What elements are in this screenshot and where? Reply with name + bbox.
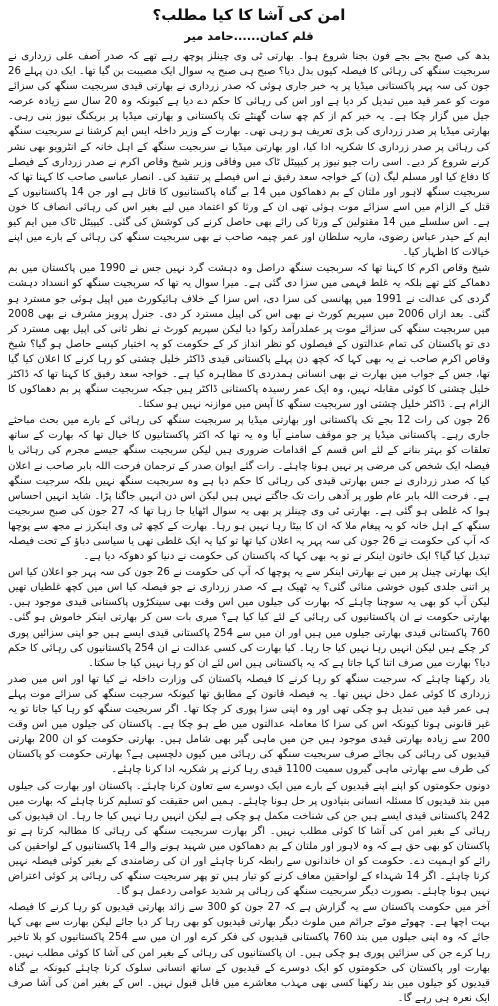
article-paragraph: دونوں حکومتوں کو اپنے اپنے قیدیوں کے بارے میں ایک دوسرے سے تعاون کرنا چاہئے۔ پاکستان اور بھارت کی جیلوں میں بند قیدیوں کا مسئلہ انسانی بنیادوں پر حل ہونا چاہئے۔ ہمیں اس حقیقت کو تسلیم کرنا چاہئے کہ بھارت میں 242 پاکستانی قیدی ایسے ہیں جن کی شناخت مکمل ہو چکی ہے لیکن انہیں رہا نہیں کیا جا رہا۔ ان قیدیوں کی رہائی کے بغیر امن کی آشا کا کوئی مطلب نہیں۔ اگر بھارت سربجیت سنگھ کی رہائی کا مطالبہ کرتا ہے تو پاکستان کو بھی حق ہے کہ وہ لاہور اور ملتان کے بم دھماکوں میں شہید ہونے والے 14 پاکستانیوں کے لواحقین کی رائے کو اہمیت دے۔ حکومت کو ان خاندانوں سے رابطہ کرنا چاہئے اور ان کی رضامندی کے بغیر کوئی فیصلہ نہیں کرنا چاہئے۔ اگر 14 شہداء کے لواحقین معاف کرنے کو تیار ہیں تو پھر سربجیت سنگھ کی رہائی پر کوئی اعتراض نہیں ہونا چاہئے۔ بصورت دیگر سربجیت سنگھ کی رہائی پر شدید عوامی ردعمل ہو گا۔ [8, 780, 491, 898]
article-paragraph: شیخ وقاص اکرم کا کہنا تھا کہ سربجیت سنگھ دراصل وہ دہشت گرد نہیں جس نے 1990 میں پاکستان میں بم دھماکے کئے تھے بلکہ یہ غلط فہمی میں سزا دی گئی ہے۔ میرا سوال یہ تھا کہ سربجیت سنگھ کو انسداد دہشت گردی کی عدالت نے 1991 میں پھانسی کی سزا دی، اس سزا کے خلاف ہائیکورٹ میں اپیل ہوئی جو مسترد ہو گئی۔ بعد ازاں 2006 میں سپریم کورٹ نے بھی اس کی اپیل مسترد کر دی۔ جنرل پرویز مشرف نے بھی 2008 میں سربجیت سنگھ کی سزائے موت پر عملدرآمد رکوا دیا لیکن سپریم کورٹ نے نظر ثانی کی اپیل بھی مسترد کر دی تو پاکستان کی تمام عدالتوں کے فیصلوں کو نظر انداز کر کے حکومت کو یہ اختیار کیسے حاصل ہو گیا؟ شیخ وقاص اکرم صاحب نے یہ بھی کہا کہ کچھ دن پہلے پاکستانی قیدی ڈاکٹر خلیل چشتی کو رہا کرنے کا اعلان کیا گیا تھا، جس کے جواب میں بھارت نے بھی انسانی ہمدردی کا مظاہرہ کیا ہے۔ خواجہ سعد رفیق کا کہنا تھا کہ ڈاکٹر خلیل چشتی کا کوئی مقابلہ نہیں، وہ ایک عمر رسیدہ پاکستانی ڈاکٹر ہیں جبکہ سربجیت سنگھ پر بم دھماکوں کا الزام ہے۔ ڈاکٹر خلیل چشتی اور سربجیت سنگھ کا آپس میں موازنہ نہیں ہو سکتا۔ [8, 263, 490, 411]
article-paragraph: ایک بھارتی چینل پر میں نے بھارتی اینکر سے یہ پوچھا کہ آپ کی حکومت نے 26 جون کی سہ پہر جو اعلان کیا اس پر اتنی جلدی کیوں خوشی منائی گئی؟ یہ ٹھیک ہے کہ صدر زرداری نے جو فیصلہ کیا اس میں کچھ غلطیاں تھیں لیکن آپ کو بھی یہ سوچنا چاہئے کہ بھارت کی جیلوں میں اس وقت بھی سینکڑوں پاکستانی قیدی موجود ہیں۔ بھارتی حکومت نے ان پاکستانیوں کی رہائی کے لئے کیا کیا ہے؟ میری بات سن کر بھارتی اینکر خاموش ہو گئی۔ 760 پاکستانی قیدی بھارتی جیلوں میں ہیں اور ان میں سے 254 پاکستانی قیدی ایسے ہیں جو اپنی سزائیں پوری کر چکے ہیں لیکن انہیں رہا نہیں کیا جا رہا۔ کیا بھارت کی کسی عدالت نے ان 254 پاکستانیوں کی رہائی کا حکم دیا؟ بھارت میں صرف اتنا کہا جاتا ہے کہ یہ پاکستانی ہیں اس لئے ان کو رہا نہیں کیا جا سکتا۔ [8, 567, 491, 669]
article-paragraph: آخر میں حکومت پاکستان سے یہ گزارش ہے کہ 27 جون کو 300 سے زائد بھارتی قیدیوں کو رہا کرنے کا فیصلہ بہت اچھا ہے۔ چھوٹے موٹے جرائم میں ملوث دیگر بھارتی قیدیوں کو بھی رہا کر دیا جائے لیکن بھارت سے بھی کہا جائے کہ وہ اپنی جیلوں میں بند 760 پاکستانی قیدیوں کی فکر کرے اور ان میں سے 254 پاکستانیوں کو بلا تاخیر رہا کرے جن کی سزائیں پوری ہو چکی ہیں۔ ان پاکستانیوں کی رہائی کے بغیر امن کی آشا کا کوئی مطلب نہیں۔ بھارت اور پاکستان کی حکومتوں کو ایک دوسرے کے قیدیوں کے ساتھ انسانی سلوک کرنا چاہئے کیونکہ بے گناہ قیدیوں کو جیلوں میں بند رکھنا کسی بھی مہذب معاشرے میں قابل قبول نہیں۔ اس کے بغیر امن کی آشا صرف ایک نعرہ ہی رہے گا۔ [8, 902, 491, 1004]
article-paragraph: 26 جون کی رات 12 بجے تک پاکستانی اور بھارتی میڈیا پر سربجیت سنگھ کی رہائی کے بارے میں بحث مباحثے جاری رہے۔ پاکستانی میڈیا پر جو موقف سامنے آیا وہ یہ تھا کہ اکثر پاکستانیوں کا خیال تھا کہ بھارت کے ساتھ تعلقات کو بہتر بنانے کے لئے اس قسم کے اقدامات ضروری ہیں لیکن سربجیت سنگھ جیسے مجرم کی رہائی یا فیصلہ ایک شخص کی مرضی پر نہیں ہونا چاہئے۔ رات گئے ایوان صدر کے ترجمان فرحت اللہ بابر صاحب نے اعلان کیا کہ صدر زرداری نے جس بھارتی قیدی کی رہائی کا حکم دیا ہے وہ سربجیت سنگھ نہیں بلکہ سرجیت سنگھ ہے۔ فرحت اللہ بابر عام طور پر آدھی رات تک جاگتے نہیں ہیں لیکن اس دن انہیں جاگنا پڑا۔ شاید انہیں احساس ہوا کہ غلطی ہو گئی ہے۔ بھارتی ٹی وی چینلز پر بھی یہ سوال اٹھایا جا رہا تھا کہ 27 جون کی صبح سربجیت سنگھ کے اہل خانہ کو یہ پیغام ملا کہ ان کا بیٹا رہا نہیں ہو رہا۔ بھارت کے کچھ ٹی وی اینکرز نے مجھ سے پوچھا کہ آپ کی حکومت نے 26 جون کی سہ پہر یہ اعلان کیا تھا تو کیا یہ ایک غلطی تھی یا سیاسی دباؤ کے تحت فیصلہ تبدیل کیا گیا؟ ایک خاتون اینکر نے تو یہ بھی کہا کہ پاکستان کی حکومت نے دنیا کو دھوکہ دیا ہے۔ [8, 415, 490, 563]
article-paragraph: یاد رکھنا چاہئے کہ سرجیت سنگھ کو رہا کرنے کا فیصلہ پاکستان کی وزارت داخلہ نے کیا تھا اور اس میں صدر زرداری کا کوئی عمل دخل نہیں تھا۔ یہ فیصلہ قانون کے مطابق تھا کیونکہ سرجیت سنگھ کی سزائے موت پہلے ہی عمر قید میں تبدیل ہو چکی تھی اور وہ اپنی سزا پوری کر چکا تھا۔ اگر سربجیت سنگھ کو رہا کیا جاتا تو یہ غیر قانونی ہوتا کیونکہ اس کی سزا کا معاملہ عدالتوں میں طے ہو چکا ہے۔ پاکستان کی جیلوں میں اس وقت 200 سے زیادہ بھارتی قیدی موجود ہیں جن میں ماہی گیر بھی شامل ہیں۔ بھارتی حکومت کو ان 200 بھارتی قیدیوں کی رہائی کی بجائے صرف سربجیت سنگھ کی رہائی میں کیوں دلچسپی ہے؟ بھارتی حکومت کو پاکستان کی طرف سے بھارتی ماہی گیروں سمیت 1100 قیدی رہا کرنے پر شکریہ ادا کرنا چاہئے۔ [8, 673, 490, 776]
article-paragraph: بدھ کی صبح بجے بجے فون بجنا شروع ہوا۔ بھارتی ٹی وی چینلز پوچھ رہے تھے کہ صدر آصف علی زرداری نے سربجیت سنگھ کی رہائی کا فیصلہ کیوں بدل دیا؟ صبح ہی صبح یہ سوال ایک مصیبت بن گیا تھا۔ ایک دن پہلے 26 جون کی سہ پہر پاکستانی میڈیا پر یہ خبر جاری ہوئی کہ صدر زرداری نے بھارتی قیدی سربجیت سنگھ کی سزائے موت کو عمر قید میں تبدیل کر دیا ہے اور اس کی رہائی کا حکم دے دیا ہے کیونکہ وہ 20 سال سے زیادہ عرصہ جیل میں گزار چکا ہے۔ یہ خبر کم از کم چھ سات گھنٹے تک پاکستانی و بھارتی میڈیا پر بریکنگ نیوز بنی رہی۔ بھارتی میڈیا پر صدر زرداری کی بڑی تعریف ہو رہی تھی۔ بھارت کے وزیر داخلہ ایس ایم کرشنا نے سربجیت سنگھ کی رہائی پر صدر زرداری کا شکریہ ادا کیا، اور بھارتی میڈیا نے سربجیت سنگھ کے اہل خانہ کے انٹرویو بھی نشر کرنے شروع کر دیے۔ اسی رات جیو نیوز پر کیپیٹل ٹاک میں وفاقی وزیر شیخ وقاص اکرم نے صدر زرداری کے فیصلے کا دفاع کیا اور مسلم لیگ (ن) کے خواجہ سعد رفیق نے اس فیصلے پر تنقید کی۔ انصار عباسی صاحب کا کہنا تھا کہ سربجیت سنگھ لاہور اور ملتان کے بم دھماکوں میں 14 بے گناہ پاکستانیوں کا قاتل ہے اور جن 14 پاکستانیوں کے قتل کے الزام میں اسے سزائے موت ہوئی تھی ان کے ورثا کو اعتماد میں لیے بغیر اس کی رہائی انصاف کا خون ہے۔ اس سلسلے میں 14 مقتولین کے ورثا کی رائے بھی حاصل کرنے کی کوشش کی گئی۔ کیپیٹل ٹاک میں ایم کیو ایم کے حیدر عباس رضوی، ماریہ سلطان اور عمر چیمہ صاحب نے بھی سربجیت سنگھ کی رہائی کے بارے میں اپنے خیالات کا اظہار کیا۔ [8, 51, 490, 259]
article-title: امن کی آشا کا کیا مطلب؟ [152, 6, 346, 24]
article-byline: قلم کمان......حامد میر [184, 29, 314, 43]
